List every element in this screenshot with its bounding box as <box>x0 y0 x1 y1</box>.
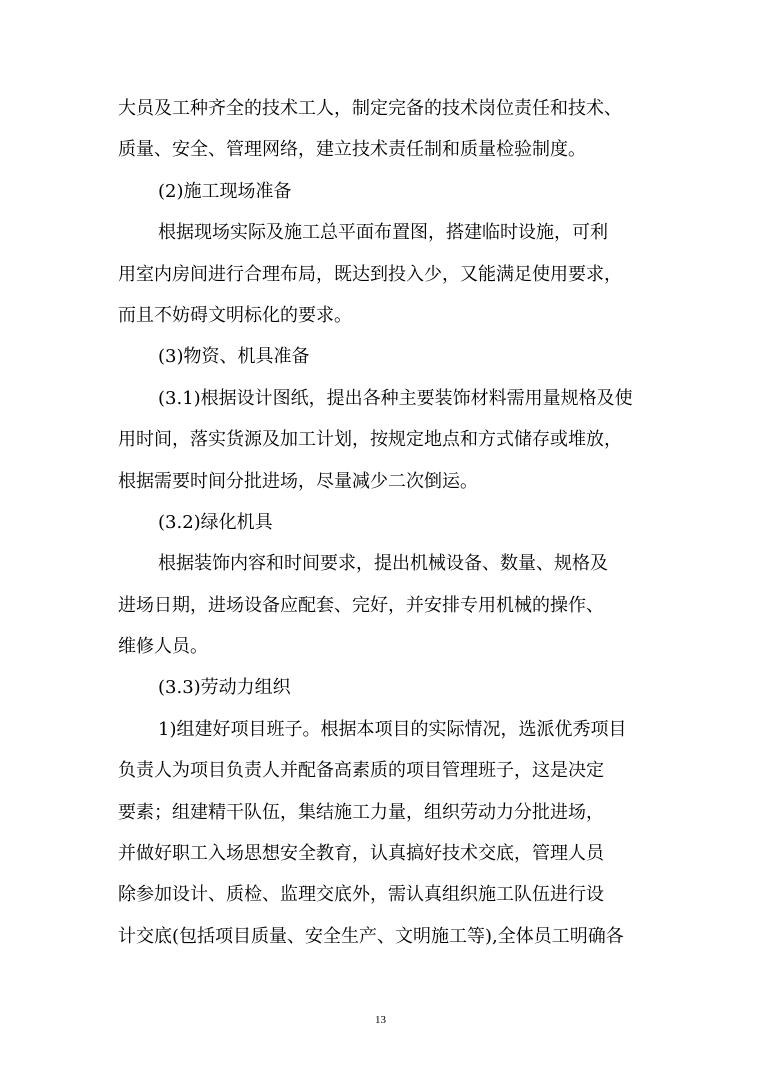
text-line: 而且不妨碍文明标化的要求。 <box>118 304 352 326</box>
document-body <box>118 88 648 957</box>
text-line: 计交底(包括项目质量、安全生产、文明施工等),全体员工明确各 <box>118 925 624 947</box>
text-line: 负责人为项目负责人并配备高素质的项目管理班子，这是决定 <box>118 760 604 782</box>
text-line: 根据装饰内容和时间要求，提出机械设备、数量、规格及 <box>158 553 608 575</box>
text-line: 1)组建好项目班子。根据本项目的实际情况，选派优秀项目 <box>158 718 627 740</box>
text-line: 要素；组建精干队伍，集结施工力量，组织劳动力分批进场， <box>118 801 604 823</box>
text-line: 质量、安全、管理网络，建立技术责任制和质量检验制度。 <box>118 139 586 161</box>
text-line: 大员及工种齐全的技术工人，制定完备的技术岗位责任和技术、 <box>118 98 622 119</box>
page-number: 13 <box>375 1014 386 1026</box>
text-line: 除参加设计、质检、监理交底外，需认真组织施工队伍进行设 <box>118 884 604 906</box>
text-line: (3)物资、机具准备 <box>158 346 310 368</box>
text-line: 用室内房间进行合理布局，既达到投入少，又能满足使用要求， <box>118 263 622 285</box>
text-line: (2)施工现场准备 <box>158 180 292 202</box>
text-line: (3.3)劳动力组织 <box>158 677 291 699</box>
text-line: (3.1)根据设计图纸，提出各种主要装饰材料需用量规格及使 <box>158 387 633 409</box>
text-line: 维修人员。 <box>118 636 208 658</box>
text-line: 进场日期，进场设备应配套、完好，并安排专用机械的操作、 <box>118 594 604 616</box>
text-line: 并做好职工入场思想安全教育，认真搞好技术交底，管理人员 <box>118 843 604 865</box>
text-line: (3.2)绿化机具 <box>158 511 273 533</box>
text-line: 用时间，落实货源及加工计划，按规定地点和方式储存或堆放， <box>118 429 622 451</box>
text-line: 根据现场实际及施工总平面布置图，搭建临时设施，可利 <box>158 222 608 244</box>
text-line: 根据需要时间分批进场，尽量减少二次倒运。 <box>118 470 478 492</box>
